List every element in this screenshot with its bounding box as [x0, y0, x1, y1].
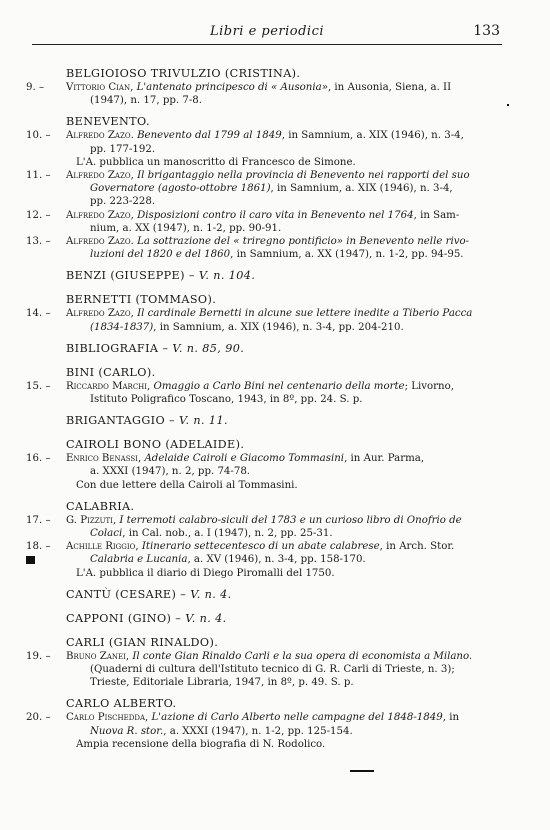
bibliography-list: [26, 66, 520, 751]
bib-entry: [26, 235, 520, 261]
entry-title-cont: Nuova R. stor.: [90, 725, 164, 737]
entry-continuation: Trieste, Editoriale Libraria, 1947, in 8º, p. 49. S. p.: [90, 677, 354, 689]
separator: ,: [125, 650, 133, 662]
subject-heading: BINI (CARLO).: [66, 365, 156, 379]
bib-entry: [26, 514, 520, 540]
bib-entry: [26, 650, 520, 690]
cross-reference: V. n. 85, 90.: [172, 341, 245, 355]
entry-author: Alfredo Zazo: [66, 236, 131, 248]
bib-entry: [26, 81, 520, 107]
entry-title-cont: Governatore (agosto-ottobre 1861): [90, 183, 271, 195]
entry-continuation: pp. 177-192.: [90, 143, 156, 155]
separator: .: [130, 130, 138, 142]
cross-reference: V. n. 11.: [178, 414, 228, 428]
entry-source: , in: [442, 712, 460, 724]
separator: ,: [135, 541, 142, 553]
subject-heading: CAIROLI BONO (ADELAIDE).: [66, 438, 245, 452]
entry-author: Enrico Benassi: [66, 453, 138, 465]
entry-source: , in Samnium, a. XIX (1946), n. 3-4, pp. 204-210.: [153, 321, 404, 333]
entry-number: 18. –: [26, 541, 51, 553]
entry-continuation: (1947), n. 17, pp. 7-8.: [90, 95, 202, 107]
separator: ,: [112, 514, 120, 526]
entry-author: Alfredo Zazo: [66, 308, 131, 320]
entry-note: Con due lettere della Cairoli al Tommasini.: [76, 479, 298, 491]
entry-number: 11. –: [26, 170, 51, 182]
entry-author: Carlo Pischedda: [66, 712, 146, 724]
entry-title: L'azione di Carlo Alberto nelle campagne del 1848-1849: [151, 712, 443, 724]
entry-number: 20. –: [26, 712, 51, 724]
entry-title-cont: Calabria e Lucania: [90, 554, 188, 566]
entry-source: , in Arch. Stor.: [379, 541, 455, 553]
entry-title: Il cardinale Bernetti in alcune sue lettere inedite a Tiberio Pacca: [137, 308, 473, 320]
entry-source: , in Samnium, a. XIX (1946), n. 3-4,: [270, 183, 453, 195]
entry-note: L'A. pubblica il diario di Diego Piromalli del 1750.: [76, 567, 335, 579]
entry-source: , in Sam-: [413, 209, 460, 221]
entry-note: L'A. pubblica un manoscritto di Francesco de Simone.: [76, 156, 356, 168]
entry-title: I terremoti calabro-siculi del 1783 e un curioso libro di Onofrio de: [119, 514, 462, 526]
entry-number: 10. –: [26, 130, 51, 142]
bib-entry: [26, 169, 520, 209]
subject-heading: BENEVENTO.: [66, 115, 150, 129]
entry-author: Vittorio Cian: [66, 82, 131, 93]
separator: .: [130, 236, 138, 248]
entry-source: ; Livorno,: [404, 380, 454, 392]
heading-text: BIBLIOGRAFIA –: [66, 341, 169, 355]
entry-source: , a. XXXI (1947), n. 1-2, pp. 125-154.: [163, 725, 353, 737]
entry-note: Ampia recensione della biografia di N. Rodolico.: [76, 738, 326, 750]
running-head: [32, 22, 502, 45]
entry-title: L'antenato principesco di « Ausonia»: [136, 82, 328, 93]
bib-entry: [26, 307, 520, 333]
heading-text: BRIGANTAGGIO –: [66, 414, 176, 428]
separator: ,: [147, 380, 154, 392]
entry-source: , in Samnium, a. XX (1947), n. 1-2, pp. 94-95.: [230, 249, 464, 261]
entry-title: Il brigantaggio nella provincia di Benevento nei rapporti del suo: [137, 170, 470, 182]
separator: ,: [130, 82, 137, 93]
entry-title-cont: (1834-1837): [90, 321, 154, 333]
entry-title: Benevento dal 1799 al 1849: [137, 130, 282, 142]
entry-continuation: (Quaderni di cultura dell'Istituto tecnico di G. R. Carli di Trieste, n. 3);: [90, 664, 455, 676]
entry-continuation: Istituto Poligrafico Toscano, 1943, in 8º, pp. 24. S. p.: [90, 394, 363, 406]
entry-title: La sottrazione del « triregno pontificio» in Benevento nelle rivo-: [137, 236, 470, 248]
bib-entry: [26, 452, 520, 478]
separator: ,: [130, 209, 138, 221]
entry-source: , in Samnium, a. XIX (1946), n. 3-4,: [281, 130, 464, 142]
bib-entry: [26, 209, 520, 235]
bib-entry: [26, 711, 520, 737]
entry-title: Disposizioni contro il caro vita in Benevento nel 1764: [137, 209, 414, 221]
subject-heading: [66, 611, 520, 626]
subject-heading: CALABRIA.: [66, 499, 135, 513]
cross-reference: V. n. 4.: [185, 611, 227, 625]
separator: ,: [130, 308, 138, 320]
entry-title: Itinerario settecentesco di un abate calabrese: [141, 541, 380, 553]
bib-entry: [26, 540, 520, 566]
entry-number: 15. –: [26, 380, 51, 392]
heading-text: CANTÙ (CESARE) –: [66, 587, 187, 601]
entry-author: Alfredo Zazo: [66, 130, 131, 142]
entry-number: 12. –: [26, 209, 51, 221]
subject-heading: [66, 268, 520, 283]
page-number: 133: [473, 23, 500, 39]
entry-title: Adelaide Cairoli e Giacomo Tommasini: [144, 453, 345, 465]
cross-reference: V. n. 104.: [198, 269, 256, 283]
entry-author: Alfredo Zazo: [66, 209, 131, 221]
subject-heading: CARLI (GIAN RINALDO).: [66, 635, 219, 649]
subject-heading: [66, 413, 520, 428]
entry-source: , a. XV (1946), n. 3-4, pp. 158-170.: [187, 554, 366, 566]
entry-number: 16. –: [26, 453, 51, 465]
subject-heading: BERNETTI (TOMMASO).: [66, 293, 217, 307]
entry-source: , in Cal. nob., a. I (1947), n. 2, pp. 25-31.: [122, 528, 333, 540]
separator: ,: [130, 170, 138, 182]
entry-title-cont: luzioni del 1820 e del 1860: [90, 249, 231, 261]
entry-title: Omaggio a Carlo Bini nel centenario della morte: [153, 380, 405, 392]
entry-continuation: a. XXXI (1947), n. 2, pp. 74-78.: [90, 466, 251, 478]
entry-number: 9. –: [26, 82, 45, 93]
entry-author: G. Pizzuti: [66, 514, 113, 526]
subject-heading: BELGIOIOSO TRIVULZIO (CRISTINA).: [66, 67, 301, 80]
subject-heading: [66, 341, 520, 356]
entry-author: Alfredo Zazo: [66, 170, 131, 182]
entry-number: 19. –: [26, 650, 51, 662]
separator: ,: [145, 712, 152, 724]
ink-mark: [350, 770, 374, 772]
subject-heading: CARLO ALBERTO.: [66, 697, 177, 711]
ink-dot: [507, 104, 509, 106]
entry-source: , in Aur. Parma,: [344, 453, 425, 465]
bib-entry: [26, 129, 520, 155]
entry-source: , in Ausonia, Siena, a. II: [327, 82, 452, 93]
entry-title: Il conte Gian Rinaldo Carli e la sua opera di economista a Milano.: [132, 650, 473, 662]
entry-number: 13. –: [26, 236, 51, 248]
entry-number: 14. –: [26, 308, 51, 320]
cross-reference: V. n. 4.: [190, 587, 232, 601]
entry-title-cont: Colaci: [90, 528, 123, 540]
running-title: Libri e periodici: [209, 24, 325, 39]
bib-entry: [26, 380, 520, 406]
entry-continuation: pp. 223-228.: [90, 196, 156, 208]
entry-number: 17. –: [26, 514, 51, 526]
entry-author: Bruno Zanei: [66, 650, 126, 662]
entry-author: Achille Riggio: [66, 541, 136, 553]
subject-heading: [66, 587, 520, 602]
ink-blot: [26, 556, 35, 564]
heading-text: BENZI (GIUSEPPE) –: [66, 269, 195, 283]
entry-author: Riccardo Marchi: [66, 380, 148, 392]
heading-text: CAPPONI (GINO) –: [66, 611, 182, 625]
entry-continuation: nium, a. XX (1947), n. 1-2, pp. 90-91.: [90, 222, 282, 234]
separator: ,: [137, 453, 145, 465]
